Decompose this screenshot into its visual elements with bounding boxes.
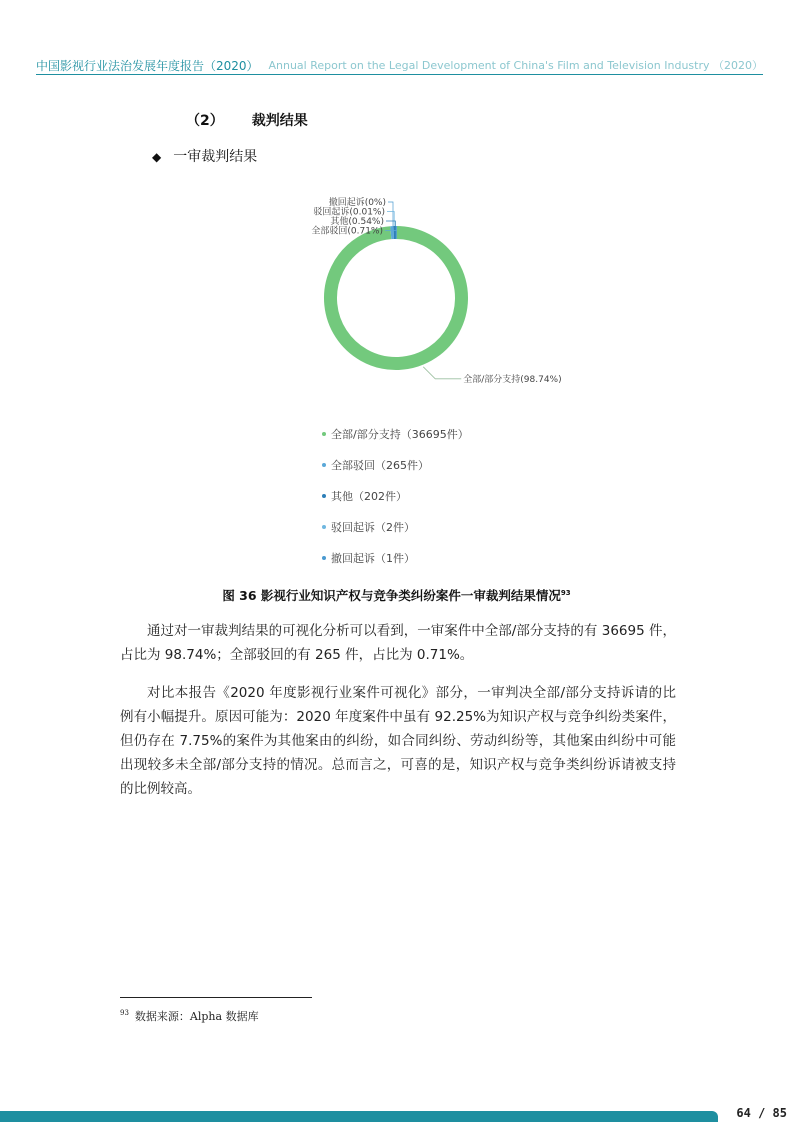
legend-label: 撤回起诉（1件） [331,552,415,565]
section-number: （2） [186,113,224,129]
diamond-bullet-icon: ◆ [152,150,162,164]
subsection-title: 一审裁判结果 [173,149,258,165]
footnote-number: 93 [120,1009,129,1018]
legend-item [322,427,469,458]
donut-chart [240,190,570,400]
section-title: 裁判结果 [251,113,308,129]
callout-line-4 [388,202,393,226]
callout-label-0: 全部/部分支持(98.74%) [463,374,562,385]
footnote [120,1008,259,1024]
figure-caption [0,586,793,604]
header-title-cn: 中国影视行业法治发展年度报告（2020） [36,59,259,73]
legend-item [322,458,469,489]
callout-label-2: 其他(0.54%) [330,217,384,227]
footnote-ref: 93 [560,588,571,597]
legend-item [322,489,469,520]
legend-label: 其他（202件） [331,490,407,503]
paragraph-2: 对比本报告《2020 年度影视行业案件可视化》部分，一审判决全部/部分支持诉请的比例有小幅提升。原因可能为：2020 年度案件中虽有 92.25%为知识产权与竞争纠纷类案件，但仍存在 7.75%的案件为其他案由的纠纷，如合同纠纷、劳动纠纷等，其他案由纠纷中可能出现较多未全部/部分支持的情况。总而言之，可喜的是，知识产权与竞争类纠纷诉请被支持的比例较高。 [120,685,676,797]
paragraph-1: 通过对一审裁判结果的可视化分析可以看到，一审案件中全部/部分支持的有 36695 件，占比为 98.74%；全部驳回的有 265 件，占比为 0.71%。 [120,623,676,663]
callout-label-4: 撤回起诉(0%) [328,198,386,208]
subsection-bullet [152,146,257,166]
page-number: 64 / 85 [736,1106,787,1120]
legend-dot-icon [322,494,326,498]
header-rule [36,74,763,75]
legend-label: 全部驳回（265件） [331,459,429,472]
footnote-rule [120,997,312,998]
running-header [36,57,763,75]
footnote-text: 数据来源：Alpha 数据库 [134,1010,259,1023]
legend-item [322,520,469,551]
footer-bar [0,1111,718,1122]
header-title-en: Annual Report on the Legal Development of China's Film and Television Industry （2020） [268,59,763,72]
legend-dot-icon [322,463,326,467]
callout-line-0 [423,367,461,379]
legend-item [322,551,469,582]
callout-label-3: 驳回起诉(0.01%) [313,207,385,218]
donut-slice-0 [330,233,461,364]
legend-label: 全部/部分支持（36695件） [331,428,469,441]
chart-legend [322,427,469,582]
figure-caption-text: 图 36 影视行业知识产权与竞争类纠纷案件一审裁判结果情况 [222,588,561,603]
legend-label: 驳回起诉（2件） [331,521,415,534]
legend-dot-icon [322,432,326,436]
callout-label-1: 全部驳回(0.71%) [311,226,383,237]
section-heading [186,110,308,130]
legend-dot-icon [322,525,326,529]
legend-dot-icon [322,556,326,560]
